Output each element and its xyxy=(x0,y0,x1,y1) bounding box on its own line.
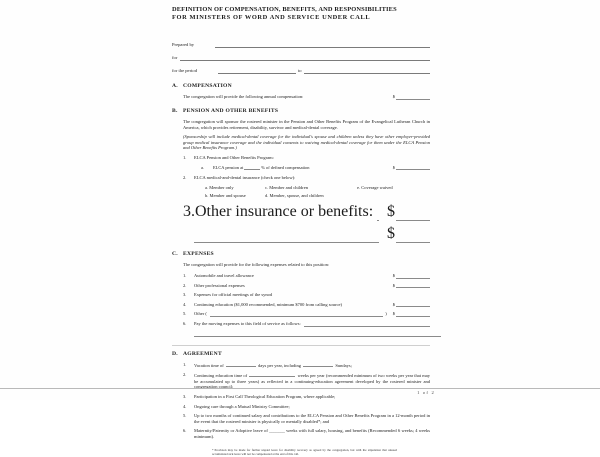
continuing-ed-label-after: weeks per year (recommended minimum of two weeks per year that may be accumulated up to three years) as reflected in a continuing-education agreement developed by the rostered minister and congregation council; xyxy=(194,373,431,390)
agreement-item-4-marker: 4. xyxy=(183,403,187,409)
agreement-item-5-text: Up to two months of continued salary and contributions to the ELCA Pension and Other Benefits Program in a 12-month period in the event that the rostered minister is physically or mentally disabled*; and xyxy=(194,413,430,424)
dollar-sign-icon: $ xyxy=(392,282,395,288)
period-start-input[interactable] xyxy=(218,68,296,74)
pension-item-3-input-2[interactable] xyxy=(194,238,379,243)
period-end-input[interactable] xyxy=(304,68,430,74)
section-compensation xyxy=(172,83,430,100)
agreement-item-1 xyxy=(183,362,430,369)
pension-item-2-marker: 2. xyxy=(183,174,187,180)
expense-item-1-text: Automobile and travel allowance xyxy=(194,272,254,278)
agreement-item-2-marker: 2. xyxy=(183,372,187,378)
agreement-item-4 xyxy=(183,404,430,410)
expense-item-1-row xyxy=(194,273,430,279)
insurance-options-row-2 xyxy=(205,193,430,198)
option-coverage-waived[interactable]: e. Coverage waived xyxy=(357,184,393,190)
expense-item-1-marker: 1. xyxy=(183,272,187,278)
pension-paragraph-1: The congregation will sponsor the rostered minister in the Pension and Other Benefits Program of the Evangelical Lutheran Church in America, which provides retirement, disability, survivor and medical-dental coverage. xyxy=(183,119,430,130)
expense-item-4-marker: 4. xyxy=(183,301,187,307)
expense-item-6 xyxy=(183,321,430,327)
expense-item-2-body xyxy=(194,283,430,289)
insurance-options-spacer xyxy=(357,193,427,198)
agreement-item-3-marker: 3. xyxy=(183,393,187,399)
expense-item-4 xyxy=(183,302,430,308)
pension-item-1-text: ELCA Pension and Other Benefits Program: xyxy=(194,154,274,160)
for-row xyxy=(172,55,430,61)
prepared-by-row xyxy=(172,42,430,48)
expense-item-6-input-1[interactable] xyxy=(304,322,430,327)
agreement-item-1-body xyxy=(194,362,430,369)
dollar-sign-icon: $ xyxy=(392,94,395,100)
compensation-lead-text: The congregation will provide the following annual compensation: xyxy=(183,94,304,100)
expenses-lead: The congregation will provide for the following expenses related to this position: xyxy=(183,262,330,268)
for-input[interactable] xyxy=(180,55,430,61)
section-c-heading xyxy=(172,251,430,257)
dollar-sign-icon: $ xyxy=(392,301,395,307)
expense-item-6-body xyxy=(194,321,430,327)
pension-rate-input[interactable] xyxy=(244,165,260,170)
form-header-fields xyxy=(172,42,430,74)
section-agreement xyxy=(172,351,430,440)
agreement-item-5-marker: 5. xyxy=(183,413,187,419)
agreement-item-1-marker: 1. xyxy=(183,361,187,367)
expense-item-6-marker: 6. xyxy=(183,320,187,326)
expense-item-5-row xyxy=(194,311,430,317)
pension-item-1a xyxy=(201,165,430,170)
agreement-item-3-text: Participation in a First Call Theological Education Program, where applicable; xyxy=(194,393,336,399)
pension-item-1a-marker: a. xyxy=(201,164,205,170)
expense-item-1-amount-input[interactable] xyxy=(396,274,430,279)
page-indicator: 1 of 2 xyxy=(417,390,435,395)
footnote xyxy=(212,449,397,457)
prepared-by-input[interactable] xyxy=(215,42,430,48)
pension-item-3-row-1 xyxy=(183,203,430,221)
expense-item-2-marker: 2. xyxy=(183,282,187,288)
footnote-text: Provision may be made for further unpaid leave for disability recovery as agreed by the congregation, but with the stipulation that unused accumulated sick leave will not be compensated at the end of this call. xyxy=(212,448,397,457)
pension-item-1 xyxy=(183,155,430,161)
expense-item-4-amount-field[interactable] xyxy=(393,302,430,308)
option-member-and-spouse[interactable]: b. Member and spouse xyxy=(205,192,246,198)
footnote-marker: * xyxy=(212,448,214,453)
expense-item-6-input-2[interactable] xyxy=(194,331,441,337)
section-c-title: EXPENSES xyxy=(183,251,214,258)
expense-item-2-amount-input[interactable] xyxy=(396,283,430,288)
section-b-body xyxy=(183,119,430,243)
expense-item-2 xyxy=(183,283,430,289)
dollar-sign-icon: $ xyxy=(392,164,395,170)
pension-items xyxy=(183,155,430,243)
document-content xyxy=(172,6,430,457)
option-member-and-children[interactable]: c. Member and children xyxy=(265,184,308,190)
vacation-days-input[interactable] xyxy=(226,362,256,367)
pension-1a-amount-field[interactable] xyxy=(393,165,430,170)
pension-item-3-text: Other insurance or benefits: xyxy=(195,203,374,221)
agreement-item-6-text: Maternity/Paternity or Adoptive leave of _______ weeks with full salary, housing, and benefits (Recommended 6 weeks; 4 weeks minimum). xyxy=(194,428,430,439)
expense-item-3 xyxy=(183,292,430,298)
expense-item-5 xyxy=(183,311,430,317)
pension-item-3-input-1[interactable] xyxy=(377,216,379,221)
compensation-amount-input[interactable] xyxy=(396,95,430,100)
pension-1a-amount-input[interactable] xyxy=(396,165,430,170)
pension-item-2 xyxy=(183,175,430,181)
dollar-sign-icon: $ xyxy=(392,272,395,278)
dollar-sign-icon: $ xyxy=(392,311,395,317)
agreement-item-3 xyxy=(183,394,430,400)
expense-item-4-text: Continuing education ($1,000 recommended, minimum $700 from calling source) xyxy=(194,301,342,307)
title-line-1: DEFINITION OF COMPENSATION, BENEFITS, AND RESPONSIBILITIES xyxy=(172,6,397,13)
expense-item-1-body xyxy=(194,273,430,279)
section-d-heading xyxy=(172,351,430,357)
section-pension xyxy=(172,108,430,243)
compensation-lead-row xyxy=(183,94,430,100)
expense-item-5-amount-field[interactable] xyxy=(387,311,430,317)
agreement-item-4-text: Ongoing care through a Mutual Ministry Committee; xyxy=(194,403,290,409)
pension-paragraph-2: (Sponsorship will include medical-dental coverage for the individual's spouse and children unless they have other employer-provided group medical insurance coverage and the individual consents to waiving medical-dental coverage for them under the ELCA Pension and Other Benefits Program.) xyxy=(183,134,430,151)
dollar-sign-icon: $ xyxy=(387,203,395,221)
expense-item-5-close-paren: ) xyxy=(385,311,387,317)
expense-item-5-amount-input[interactable] xyxy=(396,312,430,317)
prepared-by-label: Prepared by xyxy=(172,42,195,48)
vacation-sundays-input[interactable] xyxy=(303,362,333,367)
pension-item-2-text: ELCA medical-and-dental insurance (check one below): xyxy=(194,174,296,180)
section-b-title: PENSION AND OTHER BENEFITS xyxy=(183,108,279,114)
expense-item-2-amount-field[interactable] xyxy=(393,283,430,289)
section-expenses xyxy=(172,251,430,336)
expense-item-6-text: Pay the moving expenses to this field of service as follows: xyxy=(194,320,301,326)
pension-item-3-amount-field-2[interactable] xyxy=(387,225,430,243)
section-b-heading xyxy=(172,108,430,114)
pension-item-1-marker: 1. xyxy=(183,154,187,160)
vacation-label-before: Vacation time of xyxy=(194,362,224,368)
expense-item-5-body xyxy=(194,311,430,317)
document-title xyxy=(172,6,430,22)
pension-rate-label-before: ELCA pension at xyxy=(213,164,244,170)
option-member-spouse-children[interactable]: d. Member, spouse, and children xyxy=(265,192,324,198)
pension-rate-label-after: % of defined compensation xyxy=(261,164,310,170)
section-d-body xyxy=(183,362,430,440)
expense-item-3-text: Expenses for official meetings of the synod xyxy=(194,292,273,298)
for-the-period-row xyxy=(172,68,430,74)
option-member-only[interactable]: a. Member only xyxy=(205,184,234,190)
expense-item-4-body xyxy=(194,302,430,308)
agreement-item-5 xyxy=(183,413,430,424)
expense-item-6-row xyxy=(194,321,430,327)
expense-item-3-marker: 3. xyxy=(183,292,187,298)
expense-item-5-input[interactable] xyxy=(210,312,383,317)
agreement-item-6-marker: 6. xyxy=(183,428,187,434)
insurance-options xyxy=(205,185,430,199)
vacation-label-middle: days per year, including xyxy=(258,362,302,368)
expense-item-2-text: Other professional expenses xyxy=(194,282,245,288)
continuing-ed-label-before: Continuing education time of xyxy=(194,373,248,379)
expense-item-4-amount-input[interactable] xyxy=(396,302,430,307)
section-a-letter: A. xyxy=(172,83,178,90)
for-label: for xyxy=(172,55,178,61)
expense-item-5-text: Other ( xyxy=(194,311,207,317)
pension-item-3-row-2 xyxy=(194,225,430,243)
expense-item-1-amount-field[interactable] xyxy=(393,273,430,279)
pension-item-1a-body xyxy=(213,165,430,170)
continuing-ed-weeks-input[interactable] xyxy=(249,372,295,377)
expense-item-4-row xyxy=(194,302,430,308)
to-label: to xyxy=(298,68,302,74)
expense-item-2-row xyxy=(194,283,430,289)
section-d-letter: D. xyxy=(172,350,178,357)
pension-item-3 xyxy=(183,203,430,243)
insurance-options-row-1 xyxy=(205,185,430,190)
for-the-period-label: for the period xyxy=(172,68,198,74)
compensation-amount-field[interactable] xyxy=(393,94,430,100)
pension-item-3-marker: 3. xyxy=(183,203,195,221)
pension-item-3-amount-input-2[interactable] xyxy=(396,238,430,243)
section-a-heading xyxy=(172,83,430,89)
section-a-body xyxy=(183,94,430,100)
footer-divider xyxy=(0,388,600,389)
section-b-letter: B. xyxy=(172,108,178,114)
section-c-letter: C. xyxy=(172,251,178,258)
expense-item-1 xyxy=(183,273,430,279)
section-c-body xyxy=(183,262,430,336)
section-divider xyxy=(172,345,430,346)
pension-item-3-amount-input-1[interactable] xyxy=(396,216,430,221)
vacation-label-after: Sundays; xyxy=(335,362,352,368)
pension-item-3-amount-field-1[interactable] xyxy=(387,203,430,221)
expense-item-5-marker: 5. xyxy=(183,311,187,317)
section-d-title: AGREEMENT xyxy=(183,350,222,357)
agreement-item-6 xyxy=(183,428,430,439)
dollar-sign-icon: $ xyxy=(387,225,395,243)
section-a-title: COMPENSATION xyxy=(183,83,232,90)
title-line-2: FOR MINISTERS OF WORD AND SERVICE UNDER CALL xyxy=(172,14,371,22)
